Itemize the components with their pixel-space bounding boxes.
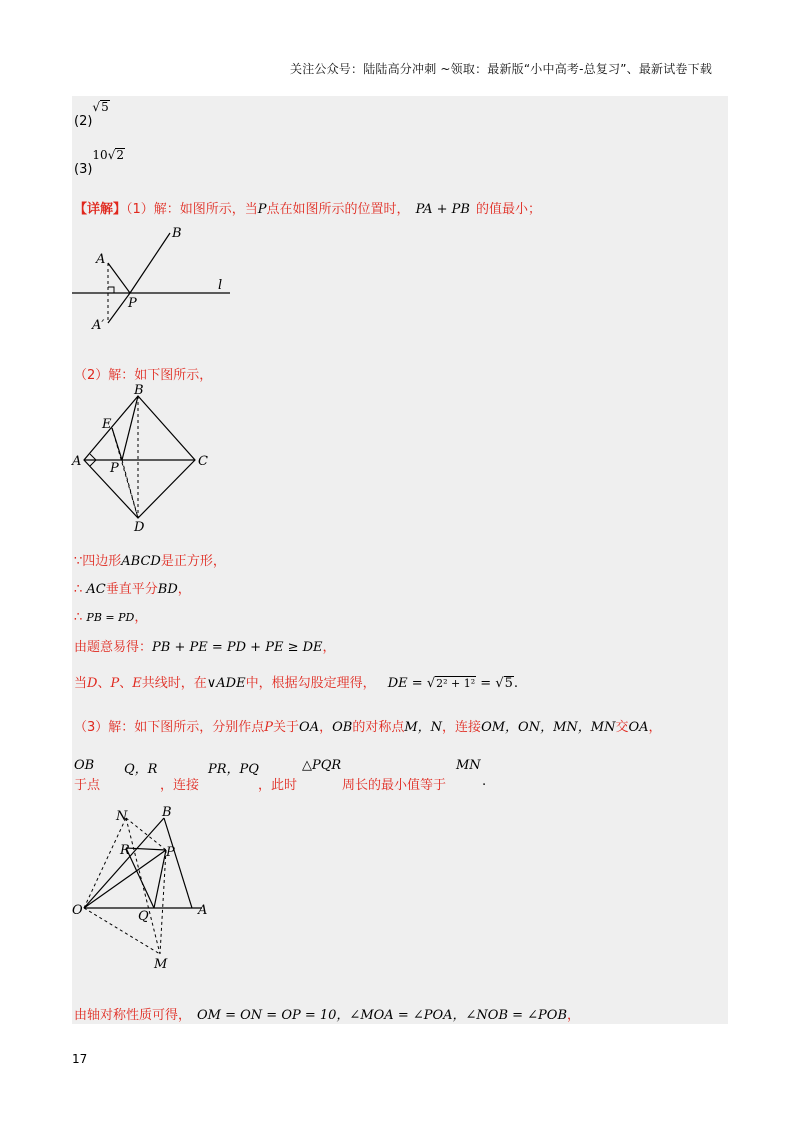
p3-oa2: OA [628, 720, 649, 735]
collinear-de: DE = [387, 676, 423, 691]
therefore-line-2 [74, 606, 147, 625]
therefore-text: 垂直平分 [105, 582, 158, 597]
collinear-c: 中，根据勾股定理得， [245, 676, 376, 691]
label-l: l [218, 278, 223, 293]
p4-link: ，连接 [160, 778, 200, 793]
last-text: 由轴对称性质可得， [74, 1008, 192, 1023]
easy-line [74, 636, 336, 655]
collinear-triangle: ∨ADE [206, 676, 246, 691]
p3-cross: 交 [615, 720, 629, 735]
label-e: E [102, 417, 112, 432]
answer-3-coef: 10 [92, 148, 108, 162]
p3-oa: OA [299, 720, 320, 735]
therefore-expr: PB = PD [86, 611, 135, 624]
ray-ob [84, 818, 164, 908]
last-end: ， [567, 1008, 581, 1023]
p4-at: 于点 [74, 778, 101, 793]
therefore-ac: AC [86, 582, 106, 597]
label-q: Q [138, 909, 149, 924]
answer-3-root: 2 [116, 148, 124, 162]
p4-tri: △PQR [302, 758, 342, 773]
label-a-prime: A′ [92, 318, 105, 333]
p4-qr: Q，R [124, 762, 158, 777]
segment-op [84, 850, 166, 908]
figure-angle [70, 802, 220, 972]
p3-link: ，连接 [442, 720, 482, 735]
p3-comma: ， [319, 720, 333, 735]
therefore-end-1: ， [177, 582, 191, 597]
page-header: 关注公众号：陆陆高分冲刺 ~领取：最新版“小中高考-总复习”、最新试卷下载 [290, 62, 713, 76]
label-o: O [72, 903, 83, 918]
collinear-e: E [132, 676, 142, 691]
collinear-end: . [513, 676, 519, 691]
segment-pa1 [108, 293, 130, 323]
label-c: C [198, 454, 208, 469]
segment-rq [126, 848, 154, 908]
segment-pb [130, 233, 170, 293]
label-r: R [120, 843, 130, 858]
collinear-root-2: 5 [504, 676, 513, 691]
p3-m: M [404, 720, 418, 735]
label-a: A [96, 252, 106, 267]
because-abcd: ABCD [121, 554, 161, 569]
p3-om: OM [481, 720, 506, 735]
label-b: B [172, 226, 182, 241]
p1-mid: 点在如图所示的位置时， [266, 202, 410, 217]
label-b: B [162, 805, 172, 820]
answer-2-label: (2) [74, 114, 93, 129]
collinear-p: P [110, 676, 120, 691]
therefore-symbol-1: ∴ [74, 582, 83, 597]
detail-line [74, 198, 541, 217]
label-a: A [72, 454, 82, 469]
p1-expr: PA + PB [415, 202, 470, 217]
part3-line [74, 716, 662, 735]
answer-3: (3)10√2 [74, 148, 124, 177]
because-end: 是正方形， [160, 554, 226, 569]
p1-end: 的值最小； [475, 202, 541, 217]
label-p: P [166, 845, 175, 860]
collinear-sep1: 、 [97, 676, 111, 691]
p3-ob: OB [332, 720, 353, 735]
p3-end: ， [648, 720, 662, 735]
p4-end: . [482, 774, 487, 789]
part2-intro: （2）解：如下图所示， [74, 368, 213, 383]
segment-ap [108, 263, 130, 293]
p3-intro: （3）解：如下图所示，分别作点 [74, 720, 265, 735]
label-d: D [134, 520, 145, 535]
collinear-d: D [87, 676, 98, 691]
segment-on [84, 818, 126, 908]
p3-p: P [264, 720, 274, 735]
collinear-sep2: 、 [119, 676, 133, 691]
collinear-eq: = [480, 676, 492, 691]
therefore-end-2: ， [134, 610, 148, 625]
easy-expr: PB + PE = PD + PE ≥ DE [152, 640, 323, 655]
therefore-symbol-2: ∴ [74, 610, 83, 625]
because-symbol: ∵ [74, 554, 83, 569]
collinear-a: 当 [74, 676, 88, 691]
segment-rp [126, 848, 166, 850]
answer-2: (2)√5 [74, 100, 109, 129]
collinear-root-1: 2² + 1² [436, 677, 476, 690]
segment-ba [164, 818, 192, 908]
last-line [74, 1004, 580, 1023]
figure-reflection [70, 225, 240, 335]
therefore-line-1 [74, 578, 191, 597]
easy-end: ， [322, 640, 336, 655]
p3-mn2: ，MN [577, 720, 616, 735]
segment-nm [126, 818, 160, 954]
p4-prpq: PR，PQ [208, 762, 259, 777]
label-a: A [198, 903, 208, 918]
p3-on: ，ON [505, 720, 541, 735]
p4-mn: MN [456, 758, 481, 773]
p3-n: ，N [417, 720, 443, 735]
page-number: 17 [72, 1052, 88, 1066]
p3-mn: ，MN [540, 720, 578, 735]
therefore-bd: BD [157, 582, 178, 597]
label-b: B [134, 383, 144, 398]
last-expr: OM = ON = OP = 10，∠MOA = ∠POA，∠NOB = ∠POB [197, 1008, 568, 1023]
square-abcd [84, 396, 195, 518]
right-angle-mark [108, 287, 114, 293]
label-n: N [116, 809, 128, 824]
p3-about: 关于 [273, 720, 300, 735]
p4-min: 周长的最小值等于 [342, 778, 447, 793]
segment-pq [154, 850, 166, 908]
label-p: P [110, 461, 119, 476]
p1-intro: （1）解：如图所示，当 [126, 202, 258, 217]
detail-tag: 【详解】 [74, 202, 127, 217]
p1-p: P [257, 202, 267, 217]
easy-text: 由题意易得： [74, 640, 153, 655]
figure-square [70, 383, 220, 535]
p4-ob: OB [74, 758, 95, 773]
collinear-b: 共线时，在 [141, 676, 207, 691]
label-m: M [154, 957, 168, 972]
answer-2-root: 5 [101, 100, 109, 114]
label-p: P [128, 296, 137, 311]
p4-now: ，此时 [258, 778, 298, 793]
collinear-line: 当D、P、E共线时，在∨ADE中，根据勾股定理得， DE = √2² + 1² = √5. [74, 676, 519, 691]
because-line [74, 550, 226, 569]
answer-3-label: (3) [74, 162, 93, 177]
because-text: 四边形 [82, 554, 122, 569]
p3-sym: 的对称点 [352, 720, 405, 735]
segment-ep [112, 428, 122, 460]
